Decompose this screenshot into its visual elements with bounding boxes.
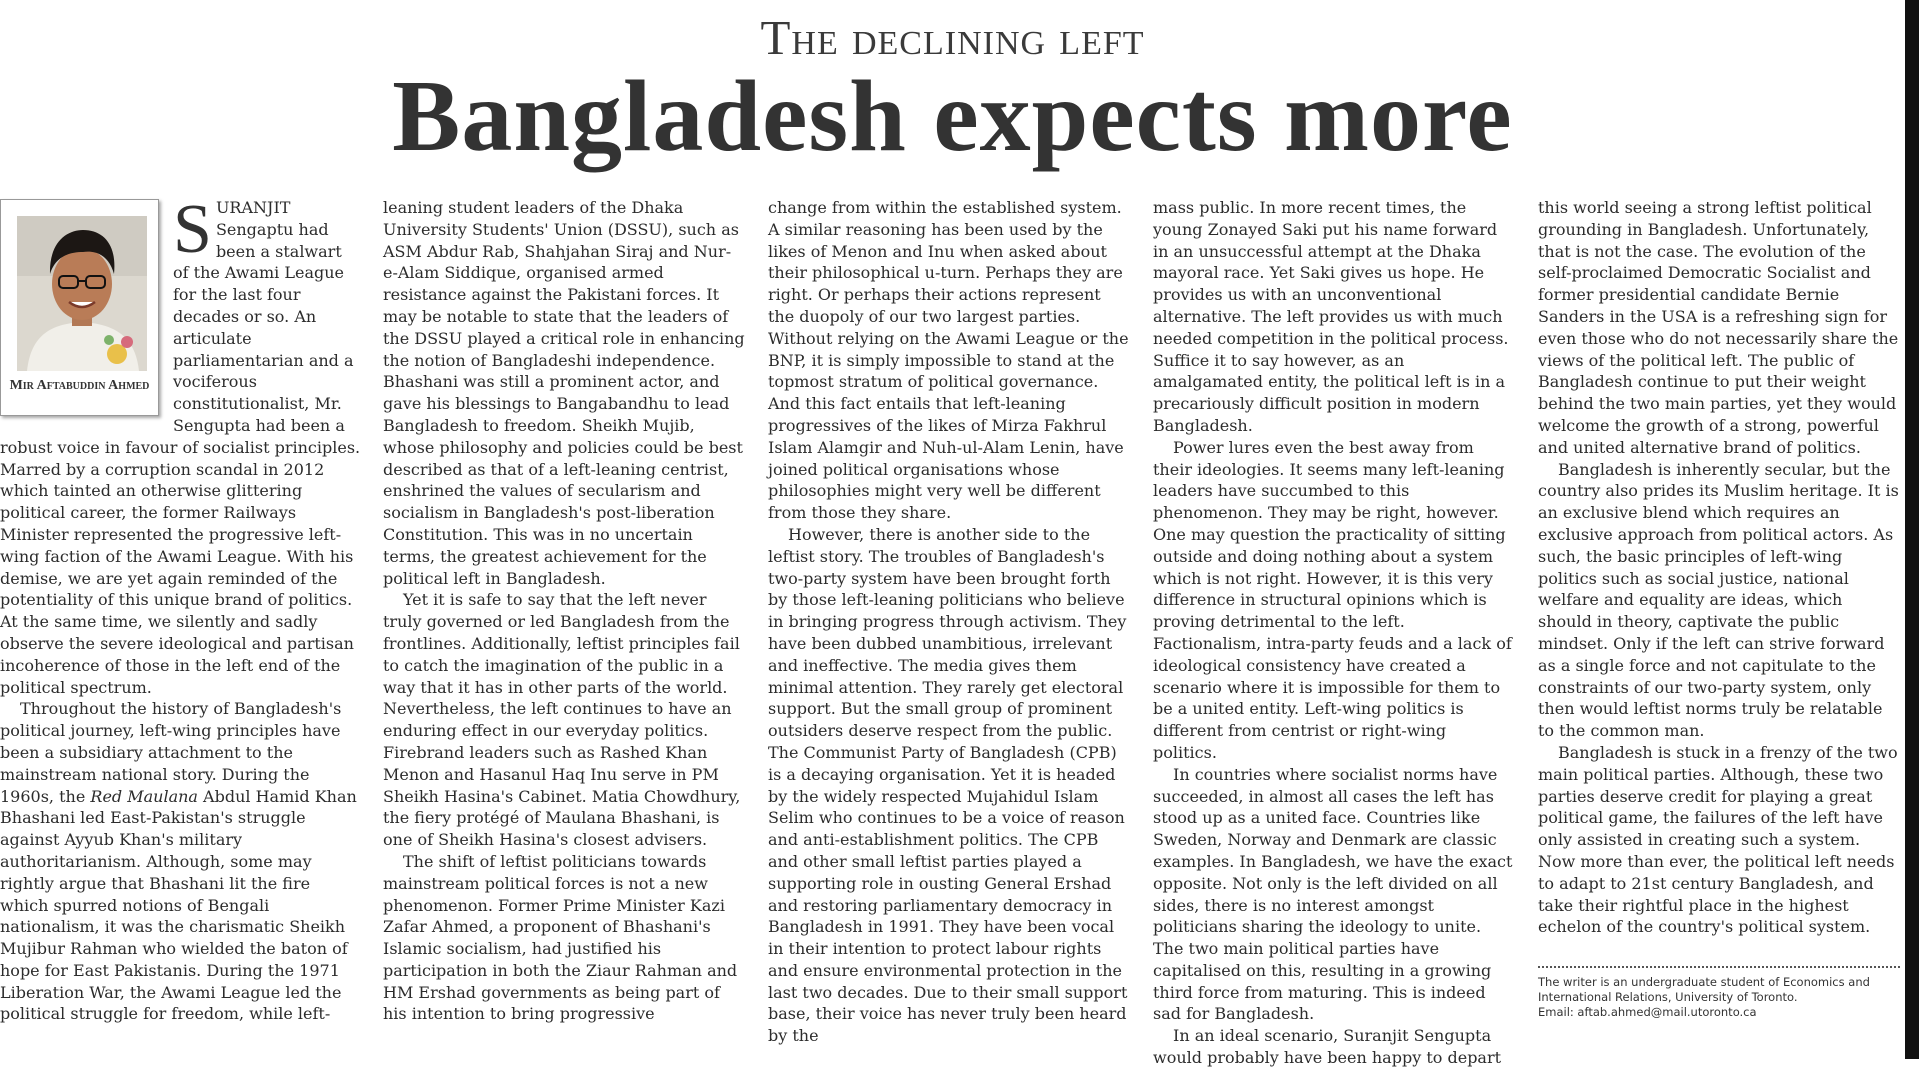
footnote-email: Email: aftab.ahmed@mail.utoronto.ca xyxy=(1538,1005,1757,1019)
emphasis: Red Maulana xyxy=(90,786,198,806)
author-photo-box xyxy=(0,199,159,416)
drop-cap: S xyxy=(173,191,212,268)
article-column-3 xyxy=(768,197,1130,1046)
paragraph: In countries where socialist norms have succeeded, in almost all cases the left has stood up as a united face. Countries like Sweden, Norway and Denmark are classic examples. In Bangladesh, we have the exact opposite. Not only is the left divided on all sides, there is no interest amongst politicians sharing the ideology to unite. The two main political parties have capitalised on this, resulting in a growing third force from maturing. This is indeed sad for Bangladesh. xyxy=(1153,764,1513,1024)
paragraph: Bangladesh is stuck in a frenzy of the two main political parties. Although, these two parties deserve credit for playing a great political game, the failures of the left have only assisted in creating such a system. Now more than ever, the political left needs to adapt to 21st century Bangladesh, and take their rightful place in the highest echelon of the country's political system. xyxy=(1538,742,1898,937)
paragraph: URANJIT Sengaptu had been a stalwart of the Awami League for the last four decades or so. An articulate parliamentarian and a vociferous constitutionalist, Mr. Sengupta had been a robust voice in favour of socialist principles. Marred by a corruption scandal in 2012 which tainted an otherwise glittering political career, the former Railways Minister represented the progressive left-wing faction of the Awami League. With his demise, we are yet again reminded of the potentiality of this unique brand of politics. At the same time, we silently and sadly observe the severe ideological and partisan incoherence of those in the left end of the political spectrum. xyxy=(0,198,361,697)
footnote-divider xyxy=(1538,966,1900,968)
paragraph: The shift of leftist politicians towards mainstream political forces is not a new phenomenon. Former Prime Minister Kazi Zafar Ahmed, a proponent of Bhashani's Islamic socialism, had justified his participation in both the Ziaur Rahman and HM Ershad governments as being part of his intention to bring progressive xyxy=(383,851,738,1024)
page-edge xyxy=(1905,0,1919,1059)
paragraph: mass public. In more recent times, the young Zonayed Saki put his name forward in an unsuccessful attempt at the Dhaka mayoral race. Yet Saki gives us hope. He provides us with an unconventional alternative. The left provides us with much needed competition in the political process. Suffice it to say however, as an amalgamated entity, the political left is in a precariously difficult position in modern Bangladesh. xyxy=(1153,198,1509,435)
kicker-title: The declining left xyxy=(760,10,1145,65)
paragraph: Yet it is safe to say that the left never truly governed or led Bangladesh from the frontlines. Additionally, leftist principles fail to catch the imagination of the public in a way that it has in other parts of the world. Nevertheless, the left continues to have an enduring effect in our everyday politics. Firebrand leaders such as Rashed Khan Menon and Hasanul Haq Inu serve in PM Sheikh Hasina's Cabinet. Matia Chowdhury, the fiery protégé of Maulana Bhashani, is one of Sheikh Hasina's closest advisers. xyxy=(383,590,741,850)
footnote-bio: The writer is an undergraduate student of Economics and International Relations, University of Toronto. xyxy=(1538,975,1870,1004)
paragraph: this world seeing a strong leftist political grounding in Bangladesh. Unfortunately, that is not the case. The evolution of the self-proclaimed Democratic Socialist and former presidential candidate Bernie Sanders in the USA is a refreshing sign for even those who do not necessarily share the views of the political left. The public of Bangladesh continue to put their weight behind the two main parties, yet they would welcome the growth of a strong, powerful and united alternative brand of politics. xyxy=(1538,198,1899,457)
paragraph: Bangladesh is inherently secular, but the country also prides its Muslim heritage. It is an exclusive blend which requires an exclusive approach from political actors. As such, the basic principles of left-wing politics such as social justice, national welfare and equality are ideas, which should in theory, captivate the public mindset. Only if the left can strive forward as a single force and not capitulate to the constraints of our two-party system, only then would leftist norms truly be relatable to the common man. xyxy=(1538,459,1899,741)
article-column-5 xyxy=(1538,197,1900,957)
author-name: Mir Aftabuddin Ahmed xyxy=(9,378,150,393)
paragraph: In an ideal scenario, Suranjit Sengupta would probably have been happy to depart xyxy=(1153,1026,1502,1068)
article-column-4 xyxy=(1153,197,1515,1068)
headline: Bangladesh expects more xyxy=(392,60,1513,173)
author-photo xyxy=(17,216,147,371)
article-column-2 xyxy=(383,197,745,1027)
paragraph: Throughout the history of Bangladesh's political journey, left-wing principles have been a subsidiary attachment to the mainstream national story. During the 1960s, the Red Maulana Abdul Hamid Khan Bhashani led East-Pakistan's struggle against Ayyub Khan's military authoritarianism. Although, some may rightly argue that Bhashani lit the fire which spurred notions of Bengali nationalism, it was the charismatic Sheikh Mujibur Rahman who wielded the baton of hope for East Pakistanis. During the 1971 Liberation War, the Awami League led the political struggle for freedom, while left- xyxy=(0,699,357,1024)
paragraph: However, there is another side to the leftist story. The troubles of Bangladesh's two-party system have been brought forth by those left-leaning politicians who believe in bringing progress through activism. They have been dubbed unambitious, irrelevant and ineffective. The media gives them minimal attention. They rarely get electoral support. But the small group of prominent outsiders deserve respect from the public. The Communist Party of Bangladesh (CPB) is a decaying organisation. Yet it is headed by the widely respected Mujahidul Islam Selim who continues to be a voice of reason and anti-establishment politics. The CPB and other small leftist parties played a supporting role in ousting General Ershad and restoring parliamentary democracy in Bangladesh in 1991. They have been vocal in their intention to protect labour rights and ensure environmental protection in the last two decades. Due to their small support base, their voice has never truly been heard by the xyxy=(768,524,1128,1046)
paragraph: Power lures even the best away from their ideologies. It seems many left-leaning leaders have succumbed to this phenomenon. They may be right, however. One may question the practicality of sitting outside and doing nothing about a system which is not right. However, it is this very difference in structural opinions which is proving detrimental to the left. Factionalism, intra-party feuds and a lack of ideological consistency have created a scenario where it is impossible for them to be a united entity. Left-wing politics is different from centrist or right-wing politics. xyxy=(1153,437,1512,762)
paragraph: change from within the established system. A similar reasoning has been used by the likes of Menon and Inu when asked about their philosophical u-turn. Perhaps they are right. Or perhaps their actions represent the duopoly of our two largest parties. Without relying on the Awami League or the BNP, it is simply impossible to stand at the topmost stratum of political governance. And this fact entails that left-leaning progressives of the likes of Mirza Fakhrul Islam Alamgir and Nuh-ul-Alam Lenin, have joined political organisations whose philosophies might very well be different from those they share. xyxy=(768,198,1129,523)
article-column-1 xyxy=(0,191,362,1027)
author-footnote xyxy=(1538,975,1903,1020)
paragraph: leaning student leaders of the Dhaka University Students' Union (DSSU), such as ASM Abdur Rab, Shahjahan Siraj and Nur-e-Alam Siddique, organised armed resistance against the Pakistani forces. It may be notable to state that the leaders of the DSSU played a critical role in enhancing the notion of Bangladeshi independence. Bhashani was still a prominent actor, and gave his blessings to Bangabandhu to lead Bangladesh to freedom. Sheikh Mujib, whose philosophy and policies could be best described as that of a left-leaning centrist, enshrined the values of secularism and socialism in Bangladesh's post-liberation Constitution. This was in no uncertain terms, the greatest achievement for the political left in Bangladesh. xyxy=(383,198,745,588)
